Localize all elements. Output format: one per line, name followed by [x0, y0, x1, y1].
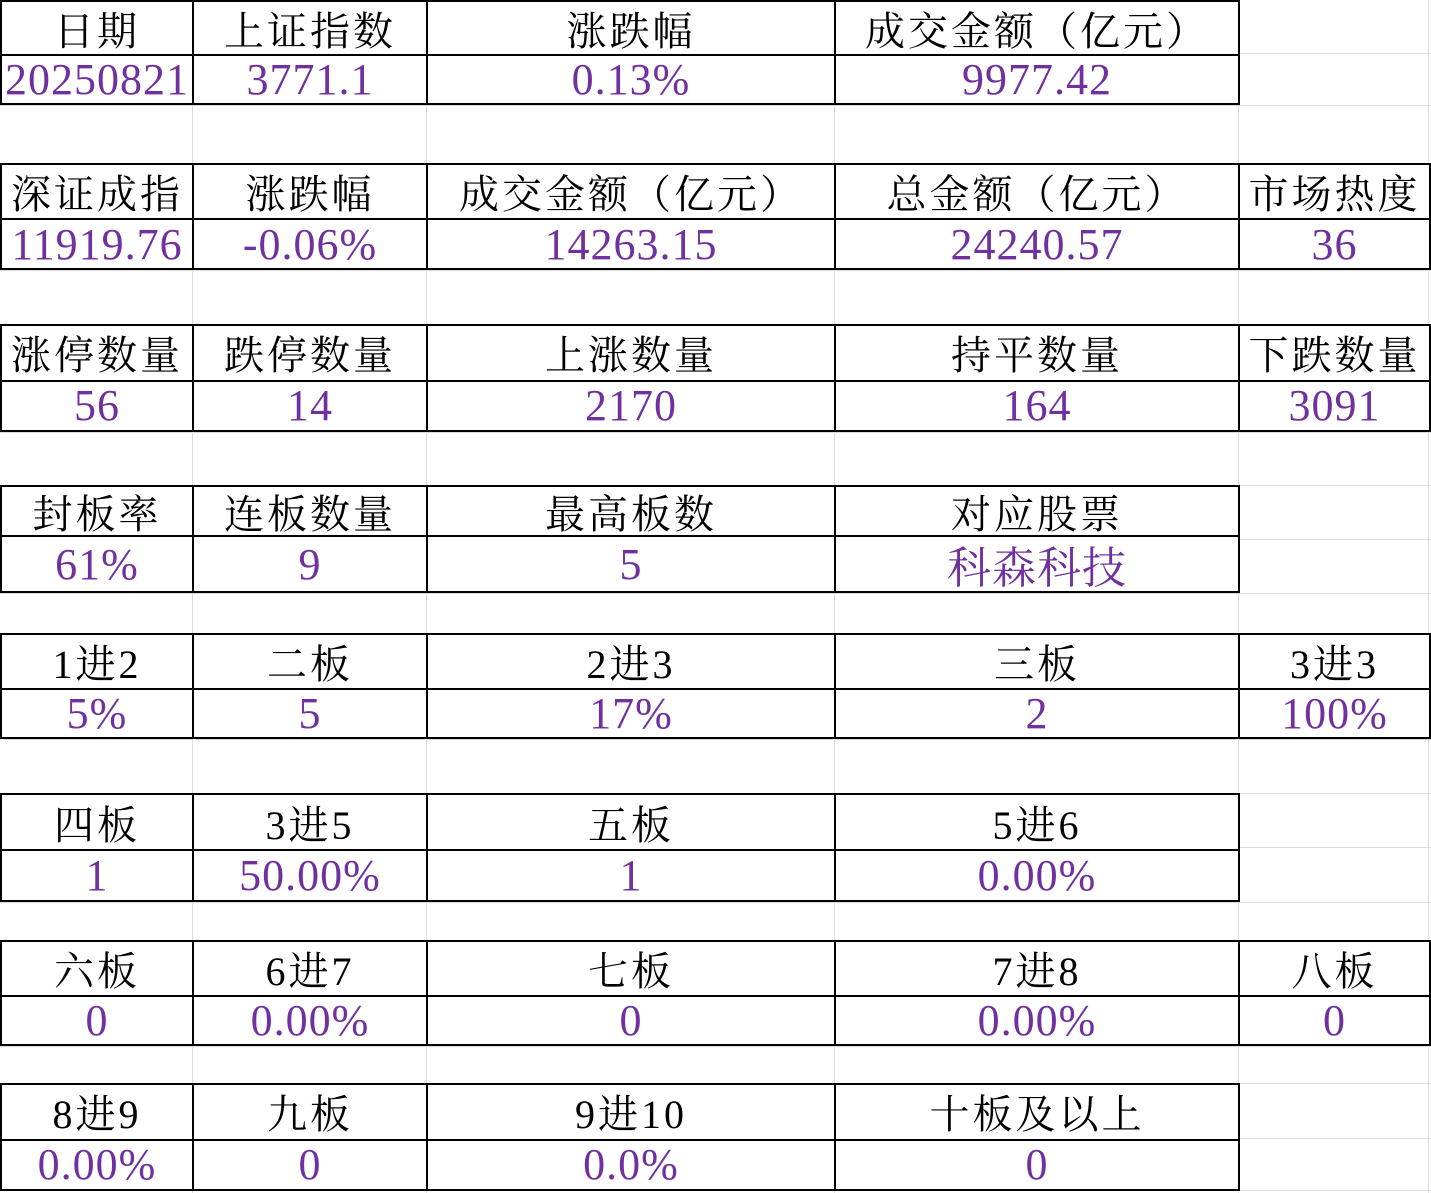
header-cell: 市场热度: [1248, 172, 1421, 218]
value-cell: 3771.1: [194, 56, 428, 103]
header-cell: 八板: [1291, 948, 1378, 994]
value-cell: 3091: [1288, 381, 1381, 430]
header-cell: 九板: [194, 1085, 428, 1139]
header-cell: 8进9: [2, 1085, 194, 1139]
header-cell: 连板数量: [194, 487, 428, 535]
table-row: [2, 997, 1429, 1044]
header-cell: 日期: [2, 2, 194, 54]
table-row: [2, 165, 1429, 220]
gridline-horizontal: [0, 432, 1431, 433]
value-cell: 9: [194, 537, 428, 591]
header-cell: 七板: [428, 942, 836, 995]
header-cell: 涨跌幅: [194, 165, 428, 218]
table-row: [2, 690, 1429, 737]
table-row: [2, 56, 1238, 103]
gridline-horizontal: [0, 105, 1431, 106]
value-cell: 9977.42: [962, 56, 1112, 103]
value-cell: 0: [2, 997, 194, 1044]
table-section: [0, 0, 1240, 105]
header-cell: 十板及以上: [929, 1092, 1145, 1138]
value-cell: 11919.76: [2, 220, 194, 268]
header-cell: 四板: [2, 795, 194, 849]
header-cell: 对应股票: [951, 491, 1123, 536]
value-cell: 0.13%: [428, 56, 836, 103]
table-section: [0, 1083, 1240, 1191]
value-cell: 0.0%: [428, 1141, 836, 1189]
gridline-horizontal: [0, 1046, 1431, 1047]
header-cell: 6进7: [194, 942, 428, 995]
header-cell: 上涨数量: [428, 326, 836, 380]
table-section: [0, 793, 1240, 902]
table-section: [0, 633, 1431, 739]
header-cell: 成交金额（亿元）: [428, 165, 836, 218]
header-cell: 5进6: [992, 802, 1082, 848]
value-cell: 36: [1311, 220, 1358, 268]
header-cell: 封板率: [2, 487, 194, 535]
value-cell: 56: [2, 382, 194, 430]
header-cell: 总金额（亿元）: [836, 165, 1240, 218]
value-cell: 0.00%: [194, 997, 428, 1044]
table-section: [0, 163, 1431, 270]
value-cell: 164: [836, 382, 1240, 430]
gridline-horizontal: [0, 270, 1431, 271]
table-row: [2, 382, 1429, 430]
header-cell: 持平数量: [836, 326, 1240, 380]
table-row: [2, 537, 1238, 591]
gridline-horizontal: [0, 593, 1431, 594]
table-row: [2, 942, 1429, 997]
value-cell: 14263.15: [428, 220, 836, 268]
value-cell: 0: [428, 997, 836, 1044]
header-cell: 9进10: [428, 1085, 836, 1139]
value-cell: 20250821: [2, 56, 194, 103]
value-cell: 0.00%: [836, 997, 1240, 1044]
value-cell: 0: [1323, 996, 1346, 1044]
value-cell: 5: [194, 690, 428, 737]
value-cell: 0: [1025, 1140, 1049, 1189]
table-row: [2, 1141, 1238, 1189]
table-row: [2, 1085, 1238, 1141]
table-row: [2, 326, 1429, 382]
value-cell: 0: [194, 1141, 428, 1189]
table-row: [2, 2, 1238, 56]
gridline-horizontal: [0, 902, 1431, 903]
value-cell: -0.06%: [194, 220, 428, 268]
value-cell: 1: [2, 851, 194, 900]
table-section: [0, 485, 1240, 593]
table-row: [2, 635, 1429, 690]
value-cell: 1: [428, 851, 836, 900]
table-section: [0, 940, 1431, 1046]
value-cell: 5%: [2, 690, 194, 737]
header-cell: 五板: [428, 795, 836, 849]
header-cell: 跌停数量: [194, 326, 428, 380]
value-cell: 2: [836, 690, 1240, 737]
gridline-horizontal: [0, 739, 1431, 740]
table-row: [2, 851, 1238, 900]
header-cell: 涨停数量: [2, 326, 194, 380]
header-cell: 三板: [836, 635, 1240, 688]
header-cell: 深证成指: [2, 165, 194, 218]
table-row: [2, 795, 1238, 851]
table-row: [2, 487, 1238, 537]
value-cell: 50.00%: [194, 851, 428, 900]
value-cell: 61%: [2, 537, 194, 591]
header-cell: 2进3: [428, 635, 836, 688]
header-cell: 涨跌幅: [428, 2, 836, 54]
header-cell: 7进8: [836, 942, 1240, 995]
header-cell: 3进3: [1290, 641, 1379, 687]
table-row: [2, 220, 1429, 268]
header-cell: 下跌数量: [1248, 333, 1421, 379]
header-cell: 最高板数: [428, 487, 836, 535]
header-cell: 3进5: [194, 795, 428, 849]
header-cell: 六板: [2, 942, 194, 995]
table-section: [0, 324, 1431, 432]
header-cell: 1进2: [2, 635, 194, 688]
header-cell: 上证指数: [194, 2, 428, 54]
value-cell: 24240.57: [836, 220, 1240, 268]
value-cell: 0.00%: [977, 851, 1097, 900]
header-cell: 成交金额（亿元）: [865, 8, 1209, 54]
value-cell: 14: [194, 382, 428, 430]
header-cell: 二板: [194, 635, 428, 688]
value-cell: 5: [428, 537, 836, 591]
value-cell: 17%: [428, 690, 836, 737]
value-cell: 科森科技: [947, 544, 1127, 591]
value-cell: 100%: [1281, 689, 1388, 737]
value-cell: 0.00%: [2, 1141, 194, 1189]
value-cell: 2170: [428, 382, 836, 430]
